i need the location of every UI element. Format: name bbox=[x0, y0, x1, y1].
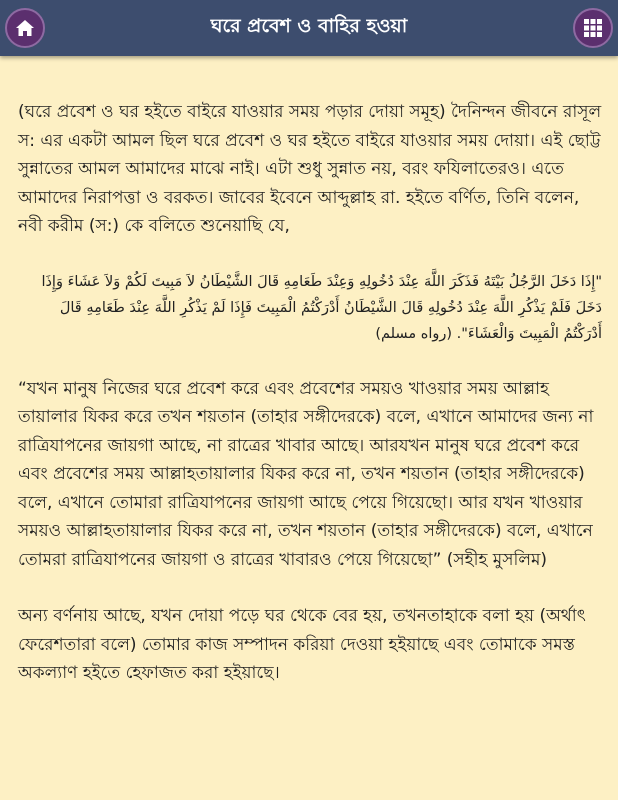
home-button[interactable] bbox=[5, 8, 45, 48]
page-title: ঘরে প্রবেশ ও বাহির হওয়া bbox=[210, 15, 408, 37]
home-icon bbox=[15, 18, 35, 38]
grid-menu-icon bbox=[583, 18, 603, 38]
menu-button[interactable] bbox=[573, 8, 613, 48]
closing-paragraph: অন্য বর্ণনায় আছে, যখন দোয়া পড়ে ঘর থেকে বের হয়, তখনতাহাকে বলা হয় (অর্থাৎ ফেরেশতারা বলে) তোমার কাজ সম্পাদন করিয়া দেওয়া হইয়াছে এবং তোমাকে সমস্ত অকল্যাণ হইতে হেফাজত করা হইয়াছে। bbox=[18, 606, 586, 683]
translation-paragraph: “যখন মানুষ নিজের ঘরে প্রবেশ করে এবং প্রবেশের সময়ও খাওয়ার সময় আল্লাহ তায়ালার যিকর করে তখন শয়তান (তাহার সঙ্গীদেরকে) বলে, এখানে আমাদের জন্য না রাত্রিযাপনের জায়গা আছে, না রাত্রের খাবার আছে। আরযখন মানুষ ঘরে প্রবেশ করে এবং প্রবেশের সময় আল্লাহতায়ালার যিকর করে না, তখন শয়তান (তাহার সঙ্গীদেরকে) বলে, এখানে তোমারা রাত্রিযাপনের জায়গা আছে পেয়ে গিয়েছো। আর যখন খাওয়ার সময়ও আল্লাহতায়ালার যিকর করে না, তখন শয়তান (তাহার সঙ্গীদেরকে) বলে, এখানে তোমরা রাত্রিযাপনের জায়গা ও রাত্রের খাবারও পেয়ে গিয়েছো” (সহীহ মুসলিম) bbox=[18, 378, 594, 570]
intro-paragraph: (ঘরে প্রবেশ ও ঘর হইতে বাইরে যাওয়ার সময় পড়ার দোয়া সমূহ) দৈনিন্দন জীবনে রাসূল স: এর একটা আমল ছিল ঘরে প্রবেশ ও ঘর হইতে বাইরে যাওয়ার সময় দোয়া। এই ছোট্ট সুন্নাতের আমল আমাদের মাঝে নাই। এটা শুধু সুন্নাত নয়, বরং ফযিলাতেরও। এতে আমাদের নিরাপত্তা ও বরকত। জাবের ইবেনে আব্দুল্লাহ রা. হইতে বর্ণিত, তিনি বলেন, নবী করীম (স:) কে বলিতে শুনেয়াছি যে, bbox=[18, 102, 602, 236]
spacer bbox=[18, 241, 602, 269]
app-header bbox=[0, 0, 618, 56]
spacer bbox=[18, 347, 602, 375]
article-content[interactable] bbox=[0, 56, 618, 800]
arabic-hadith: "إِذَا دَخَلَ الرَّجُلُ بَيْتَهُ فَذَكَرَ اللَّهَ عِنْدَ دُخُولِهِ وَعِنْدَ طَعَامِهِ قَالَ الشَّيْطَانُ لاَ مَبِيتَ لَكُمْ وَلاَ عَشَاءَ وَإِذَا دَخَلَ فَلَمْ يَذْكُرِ اللَّهَ عِنْدَ دُخُولِهِ قَالَ الشَّيْطَانُ أَدْرَكْتُمُ الْمَبِيتَ فَإِذَا لَمْ يَذْكُرِ اللَّهَ عِنْدَ طَعَامِهِ قَالَ أَدْرَكْتُمُ الْمَبِيتَ وَالْعَشَاءَ". (رواه مسلم) bbox=[41, 273, 602, 342]
spacer bbox=[18, 574, 602, 602]
